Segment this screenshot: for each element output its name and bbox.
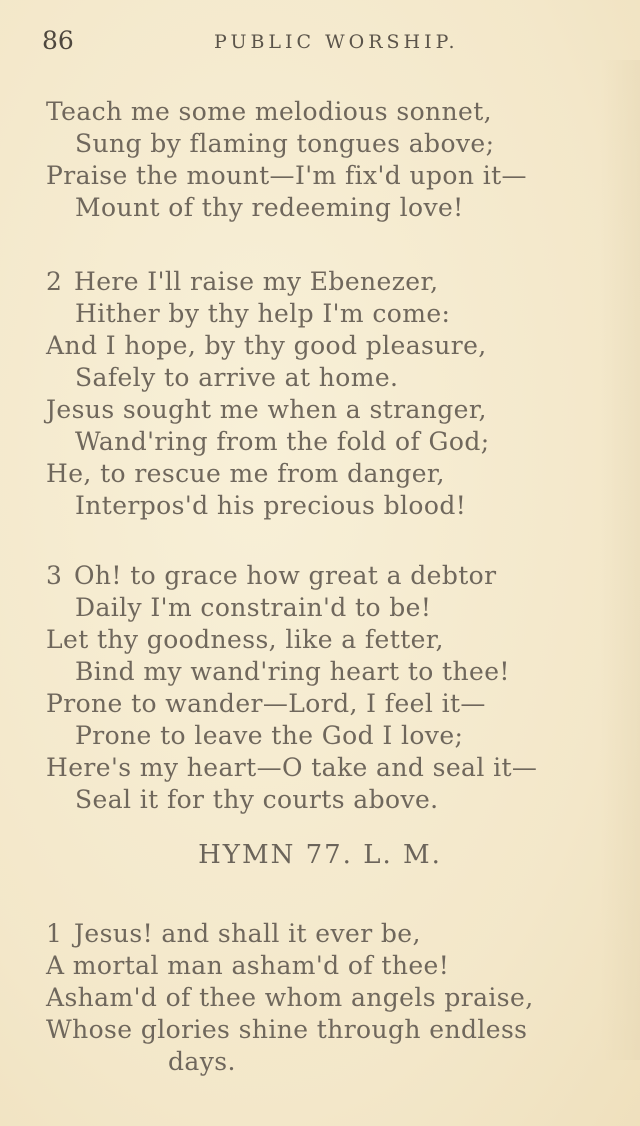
verse-text: Here I'll raise my Ebenezer, [74, 267, 439, 296]
verse-line: A mortal man asham'd of thee! [46, 951, 450, 980]
running-title: PUBLIC WORSHIP. [214, 31, 459, 53]
verse-line: Interpos'd his precious blood! [75, 491, 467, 520]
verse-text: Oh! to grace how great a debtor [74, 561, 497, 590]
verse-line: Jesus sought me when a stranger, [46, 395, 487, 424]
page-number: 86 [42, 26, 74, 55]
verse-line: Let thy goodness, like a fetter, [46, 625, 444, 654]
verse-line: Hither by thy help I'm come: [75, 299, 451, 328]
verse-text: Jesus! and shall it ever be, [74, 919, 421, 948]
verse-line: Prone to leave the God I love; [75, 721, 464, 750]
stanza-number: 3 [46, 561, 63, 590]
verse-line: And I hope, by thy good pleasure, [46, 331, 487, 360]
verse-line: Praise the mount—I'm fix'd upon it— [46, 161, 527, 190]
verse-line: Prone to wander—Lord, I feel it— [46, 689, 486, 718]
verse-line: He, to rescue me from danger, [46, 459, 445, 488]
verse-line: Seal it for thy courts above. [75, 785, 439, 814]
verse-line: Asham'd of thee whom angels praise, [46, 983, 534, 1012]
page-edge-shadow [600, 60, 640, 1060]
verse-line: Bind my wand'ring heart to thee! [75, 657, 510, 686]
verse-line-runover: days. [168, 1047, 236, 1076]
stanza-number: 2 [46, 267, 63, 296]
verse-line: Teach me some melodious sonnet, [46, 97, 493, 126]
hymn-heading: HYMN 77. L. M. [198, 840, 442, 870]
verse-line: Wand'ring from the fold of God; [75, 427, 490, 456]
verse-line [46, 266, 438, 298]
verse-line: Daily I'm constrain'd to be! [75, 593, 432, 622]
verse-line [46, 560, 496, 592]
verse-line: Whose glories shine through endless [46, 1015, 528, 1044]
verse-line [46, 918, 421, 950]
verse-line: Here's my heart—O take and seal it— [46, 753, 538, 782]
stanza-number: 1 [46, 919, 63, 948]
verse-line: Sung by flaming tongues above; [75, 129, 495, 158]
verse-line: Mount of thy redeeming love! [75, 193, 464, 222]
verse-line: Safely to arrive at home. [75, 363, 399, 392]
page-header [0, 26, 640, 56]
